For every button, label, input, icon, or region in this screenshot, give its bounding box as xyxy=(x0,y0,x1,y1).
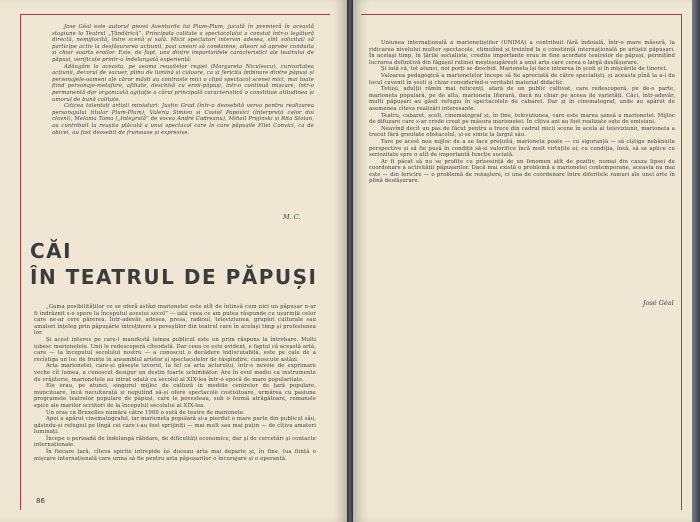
body-paragraph: Valoarea pedagogică a marionetelor începe să fie apreciată de către specialiști, și aceasta pînă la a-i da locul cuvenit în școli și chiar considerînd-o veritabil material didactic. xyxy=(369,72,675,86)
body-paragraph: Totuși, adulții rămîn mai reticenți, afară de un public cultivat, care redescoperă, pe de-o parte, marioneta populară, pe de alta, marioneta literară, dacă nu chiar pe aceea de varietăți. Căci, într-adevăr, multi păpușari au găsit refugiu în spectacolele de cabaret. Dar și în cinematograf, unde au apărut de asemenea cîteva realizări interesante. xyxy=(369,86,675,112)
body-paragraph: Un oraș ca Bruxelles număra către 1900 o sută de teatre de marionete. xyxy=(46,409,245,416)
author-initials: M. C. xyxy=(283,213,301,221)
article-body-right xyxy=(369,40,675,185)
article-title xyxy=(30,238,317,290)
article-body-left xyxy=(34,304,316,462)
body-paragraph: Neavînd decît un pas de făcut pentru a trece din cadrul micii scene în acela al televiziunii, marioneta a trecut fără greutate obstacolul, și se simte la largul său. xyxy=(369,125,675,139)
page-number: 86 xyxy=(36,497,45,505)
title-line-2: ÎN TEATRUL DE PĂPUȘI xyxy=(30,265,318,289)
title-line-1: CĂI xyxy=(30,239,73,263)
author-signature: José Géal xyxy=(643,299,674,307)
right-top-rule xyxy=(361,14,681,15)
intro-paragraph: Citicea talentați artiști miniaturi: Justin Grad (într-o deosebită verva pentru realizarea personajului titular Plum-Plum), Valeria Simion și Costel Popovici (interpreții celor doi clovni), Melania Toma („Integrală” de vocea André Codreanu), Mihail Prejinski și Rita Stoian, au contribuit la reușita plăcută a unui spectacol care în care păpușile Ellei Convici, ca de obicei, au fost deosebit de frumoase și expresive. xyxy=(52,103,314,136)
body-paragraph: Ar fi păcat să nu se profite cu prisosință de un fenomen atît de pozitiv, numai din cauza lipsei de coordonare a activității păpușarilor. Dacă mai există o problemă a marionetei contemporane, aceasta nu mai este — din fericire — o problemă de renaștere, ci una de coordonare între diferitele ramuri ale unei arte în plină desfășurare. xyxy=(369,158,675,185)
book-edge xyxy=(692,0,700,522)
body-paragraph: Începe o perioadă de îndelungă răbdare, de dificultăți economice, dar și de cercetări și contacte internaționale. xyxy=(34,435,316,449)
right-page xyxy=(353,0,692,522)
body-paragraph: Ele erau, pe atunci, singurul mijloc de cultură în mediile centrelor de țară populare, muncitoare, încă neculturată și neputînd să-și ofere spectacole costisitoare, urmărea cu pasiune programele teatrelor populare de păpuși, care le povesteau, sub o formă atrăgătoare, romanele epice ale marilor scriitori de la începutul secolului al XIX-lea. xyxy=(34,383,316,409)
body-paragraph: Tare pe acest nou mijloc de a se face prețuită, marioneta poate — cu siguranță — să cîștige nebănuite perspective și să fie pusă în condiții să-și valorifice încă mult virtuțile ei, cu condiția, însă, să se aplice cu seriozitate spre o atît de importantă funcție socială. xyxy=(369,138,675,159)
intro-paragraph: Jose Géal este autorul piesei Aventurile lui Plum-Plum, jucată în premieră în această stagiune la Teatrul „Țăndărică”. Principala calitate a spectacolului a constat într-o legătură directă, nemijlocită, între scenă și sală. Micii spectatori intervin adesea, sînt solicitați să participe activ la desfășurarea acțiunii, pași uneori să condamne, alteori să aprobe conduita și chiar soarta eroilor. Este, de fapt, una dintre importantele caracteristici ale teatrului de păpuși, verificate printr-o îndelungată experiență. xyxy=(52,24,314,63)
right-margin-rule xyxy=(681,14,682,510)
body-paragraph: În fiecare țară, cîteva spirite intrepide își duceau arta mai departe și, în fine, lua ființă o mișcare internațională care urma să fie pentru arta păpușarilor o încurajare și o operantă. xyxy=(34,449,316,462)
left-top-rule xyxy=(20,14,330,15)
body-paragraph: Teatru, cabaret, școli, cinematograf și, în fine, televiziunea, care este marea șansă a marionetei. Mijloc de difuzare care s-ar crede creat pe măsura marionetei. În cîțiva ani au fost realizate sute de emisiuni. xyxy=(369,112,675,126)
body-paragraph: Arta marionetei, care-și găsește izvorul, la fel ca arta actorului, într-o nevoie de exprimare veche cît lumea, a cunoscut desigur un destin foarte schimbător. Are în evul mediu ca instrumente de vrăjitorie, marionetele au intrat odată cu secolul al XIX-lea într-o epocă de mare popularitate. xyxy=(34,363,316,383)
intro-paragraph: Adăugăm la aceasta, pe seama reușitelor regiei (Margareta Niculescu), curiozitatea acțiunii, decorul de vacuer, plinu de lumină și culoare, ca și fericita îmbinare dintre păpuși și personajele-oameni ale căror măști au contraste mici o clipă spectacol scenei mici, mai toate fiind personaje-metafore, afiliate, deschisă cu eroii-păpuși, într-o continuă mișcare, într-o permanentă dar organizată agitație a cărui principală caracteristică o constituie atitudinea și umorul de bună calitate. xyxy=(52,63,314,103)
left-page xyxy=(0,0,347,522)
body-paragraph: Și acest interes pe care-l manifestă lumea publicul este un prim răspuns la întrebare. Multi iubesc marionetele. Unii le redescoperă cîteodată. Dar ceea ce este evident, e faptul că această artă, care — la începutul secolului nostru — a cunoscut o decădere indiscutabilă, este pe cale de a recîștiga un loc de frunte în ansamblul artelor și spectacolelor de răspîndire, cunoscute astăzi. xyxy=(34,336,316,363)
body-paragraph: Și iată că, tot atunci, noi porți se deschid. Marioneta își face intrarea în școli și în mișcările de tineret. xyxy=(381,66,668,73)
review-intro-text xyxy=(52,24,314,136)
body-paragraph: Apoi a apărut cinematograful, iar marioneta populară și-a pierdut o mare parte din publicul său, găsindu-și refugiul pe lîngă cei care i-au fost sprijiniți — mai mult sau mai puțin — de cîțiva amatori luminați. xyxy=(34,416,316,436)
left-margin-rule xyxy=(20,14,21,510)
body-paragraph: „Gama posibilităților ce se oferă astăzi marionetei este atît de întinsă cum nici un păpușar n-ar fi îndrăznit s-o spere la începutul acestui secol” — iată ceea ce am putea răspunde cu ușurință celor care ne-ar cere părerea. Într-adevăr, adesea, presa, radioul, televiziunea, grupări culturale sau amatori înțeleg prin păpușărie întreținere a poveștilor din teatrul care în același timp și profesiunea lor. xyxy=(34,304,316,337)
body-paragraph: Uniunea internațională a marionetiștilor (UNIMA) a contribuit fără îndoială, într-o mare măsură, la ridicarea nivelului multor spectacole, stimulînd și treizînd la o constiință internațională pe artiștii păpușari. În același timp, în țările socialiste, credite importante erau în fine acordate teatrelor de păpuși, permițînd lucrarea definitivă din făgașul rutinei meșteșugărești a unei arte care cerea o largă desfășurare. xyxy=(369,40,675,66)
